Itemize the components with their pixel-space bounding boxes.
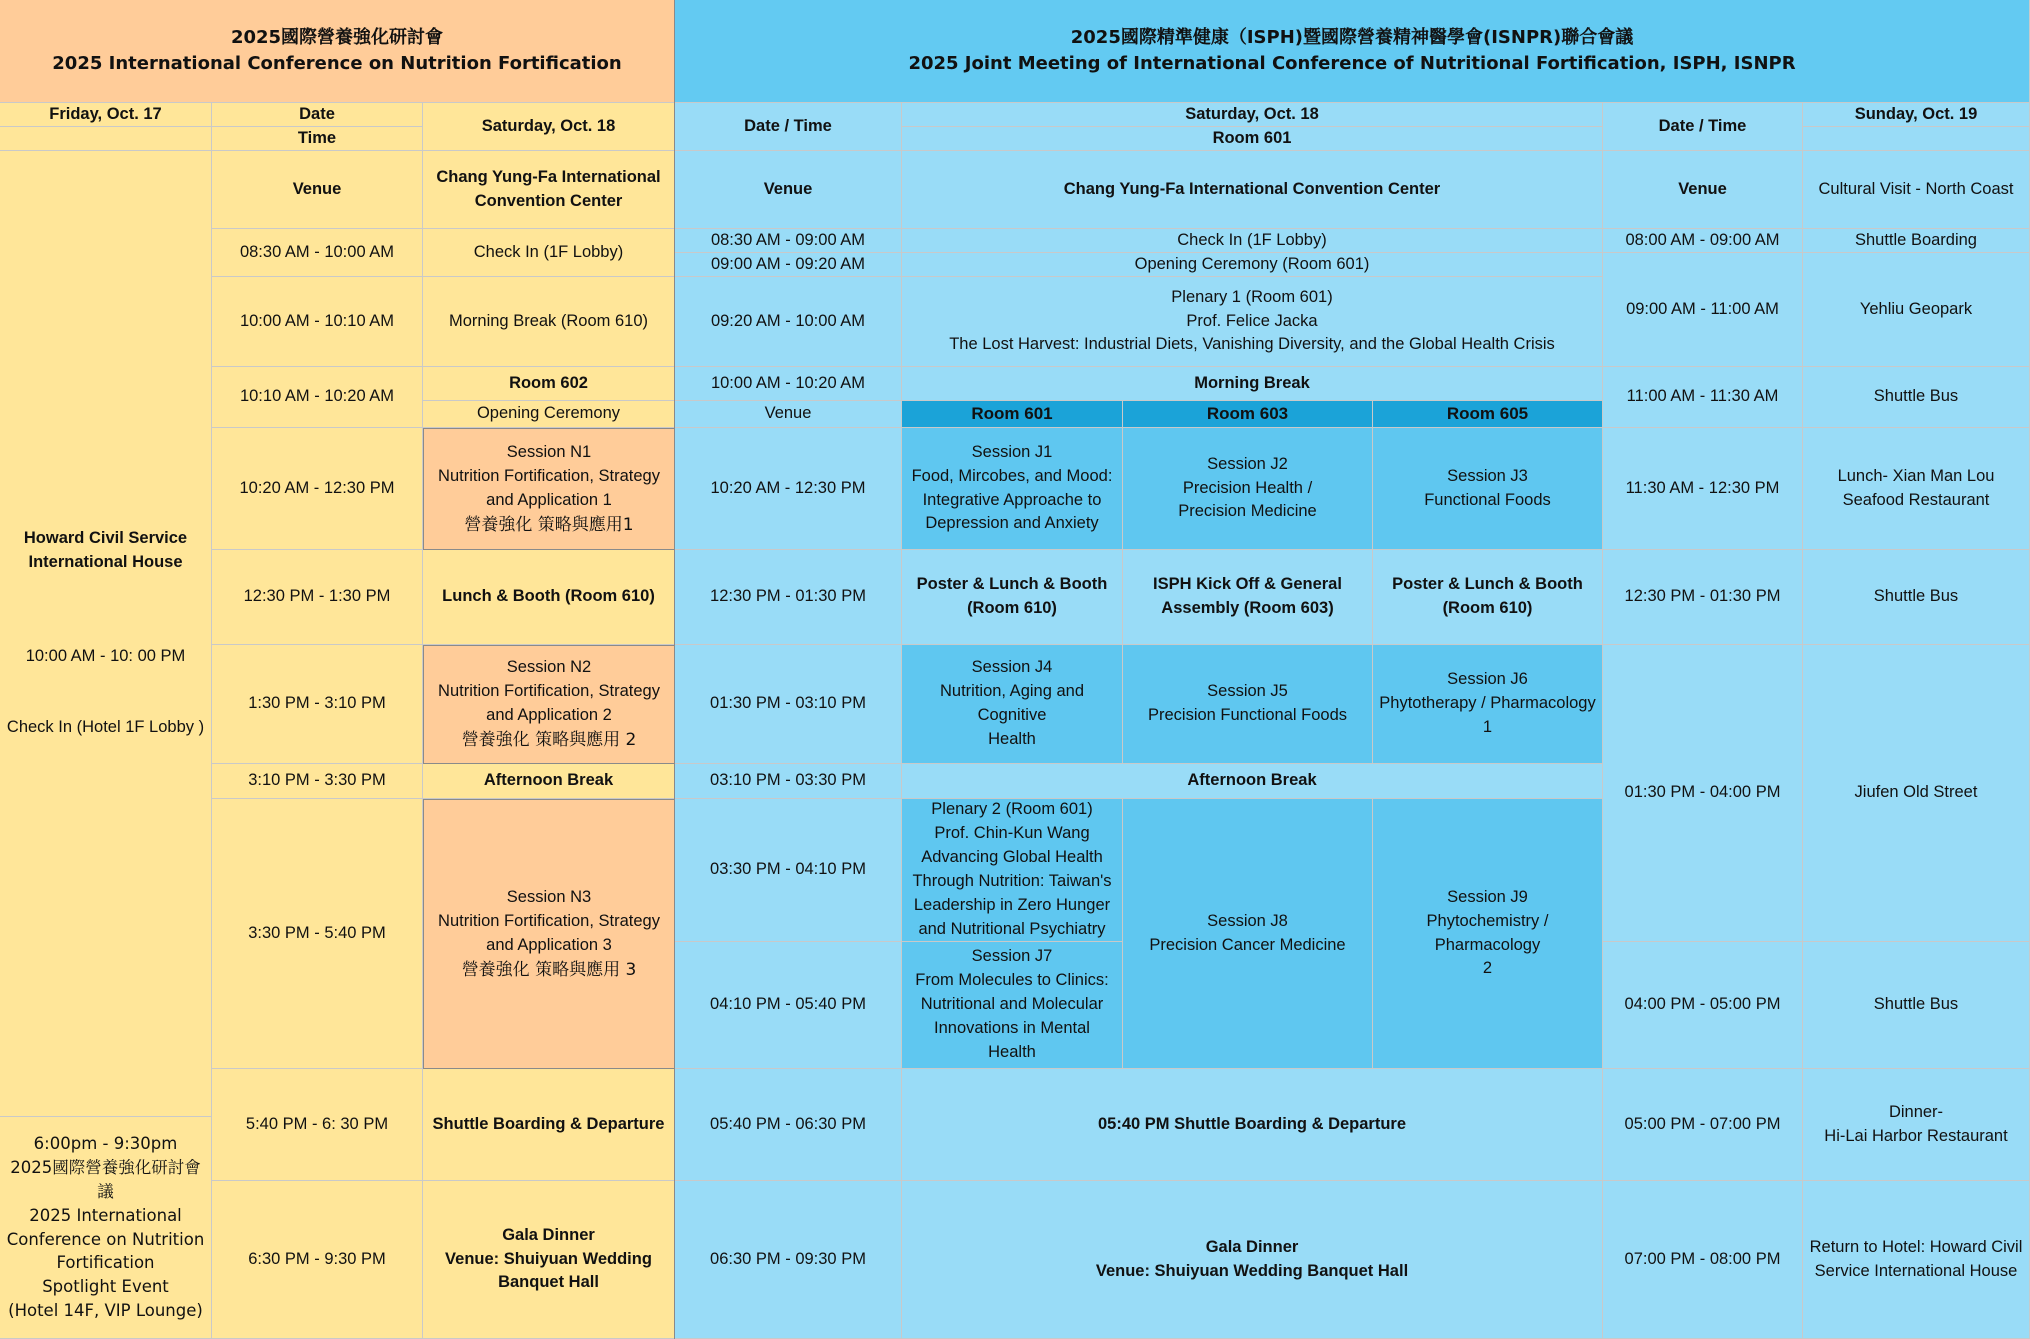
right-morning-break: Morning Break xyxy=(902,367,1603,401)
left-header-en: 2025 International Conference on Nutrition Fortification xyxy=(52,53,622,74)
sunday-time-row: 12:30 PM - 01:30 PM xyxy=(1603,550,1803,645)
session-j3: Session J3 Functional Foods xyxy=(1373,428,1603,550)
sunday-event: Shuttle Bus xyxy=(1803,942,2030,1069)
right-header xyxy=(675,0,2030,103)
lunch-room-601: Poster & Lunch & Booth (Room 610) xyxy=(902,550,1123,645)
left-date-label: Date xyxy=(212,103,423,127)
sunday-event: Shuttle Bus xyxy=(1803,550,2030,645)
friday-day-label: Friday, Oct. 17 xyxy=(0,103,212,127)
friday-venue-line1: Howard Civil Service xyxy=(23,528,188,547)
right-gala-dinner: Gala Dinner Venue: Shuiyuan Wedding Banquet Hall xyxy=(902,1181,1603,1339)
right-time-row: 09:20 AM - 10:00 AM xyxy=(675,277,902,367)
right-time-row: 10:00 AM - 10:20 AM xyxy=(675,367,902,401)
right-header-zh: 2025國際精準健康（ISPH)暨國際營養精神醫學會(ISNPR)聯合會議 xyxy=(1070,26,1634,48)
sunday-time-row: 11:30 AM - 12:30 PM xyxy=(1603,428,1803,550)
right-shuttle-departure: 05:40 PM Shuttle Boarding & Departure xyxy=(902,1069,1603,1181)
left-time-row: 10:00 AM - 10:10 AM xyxy=(212,277,423,367)
left-session-n1: Session N1 Nutrition Fortification, Strategy and Application 1 營養強化 策略與應用1 xyxy=(423,428,675,550)
left-time-row: 1:30 PM - 3:10 PM xyxy=(212,645,423,764)
left-event-gala-dinner: Gala Dinner Venue: Shuiyuan Wedding Banquet Hall xyxy=(423,1181,675,1339)
left-header-zh: 2025國際營養強化研討會 xyxy=(230,26,444,48)
right-venue-label: Venue xyxy=(675,151,902,229)
left-header xyxy=(0,0,675,103)
right-time-row: 09:00 AM - 09:20 AM xyxy=(675,253,902,277)
left-time-row: 3:10 PM - 3:30 PM xyxy=(212,764,423,799)
sunday-time-row: 01:30 PM - 04:00 PM xyxy=(1603,645,1803,942)
right-event-opening: Opening Ceremony (Room 601) xyxy=(902,253,1603,277)
right-header-en: 2025 Joint Meeting of International Conference of Nutritional Fortification, ISPH, ISNPR xyxy=(908,53,1796,74)
right-venue: Chang Yung-Fa International Convention Center xyxy=(902,151,1603,229)
sunday-time-row: 08:00 AM - 09:00 AM xyxy=(1603,229,1803,253)
left-event-morning-break: Morning Break (Room 610) xyxy=(423,277,675,367)
left-event-checkin: Check In (1F Lobby) xyxy=(423,229,675,277)
left-time-row: 5:40 PM - 6: 30 PM xyxy=(212,1069,423,1181)
sunday-time-row: 07:00 PM - 08:00 PM xyxy=(1603,1181,1803,1339)
left-event-room-602: Room 602 xyxy=(423,367,675,401)
session-j2: Session J2 Precision Health / Precision Medicine xyxy=(1123,428,1373,550)
right-time-row: 12:30 PM - 01:30 PM xyxy=(675,550,902,645)
left-event-lunch: Lunch & Booth (Room 610) xyxy=(423,550,675,645)
sunday-event: Shuttle Bus xyxy=(1803,367,2030,428)
left-venue-label: Venue xyxy=(212,151,423,229)
sunday-datetime-label: Date / Time xyxy=(1603,103,1803,151)
left-session-n2: Session N2 Nutrition Fortification, Strategy and Application 2 營養強化 策略與應用 2 xyxy=(423,645,675,764)
friday-schedule xyxy=(0,151,212,1117)
right-room-label: Room 601 xyxy=(902,127,1603,151)
sunday-event: Dinner- Hi-Lai Harbor Restaurant xyxy=(1803,1069,2030,1181)
sunday-event: Yehliu Geopark xyxy=(1803,253,2030,367)
friday-spotlight-event: 6:00pm - 9:30pm 2025國際營養強化研討會 議 2025 International Conference on Nutrition Fortification Spotlight Event (Hotel 14F, VIP Lounge) xyxy=(0,1117,212,1339)
right-time-row: 01:30 PM - 03:10 PM xyxy=(675,645,902,764)
session-j4: Session J4 Nutrition, Aging and Cognitive Health xyxy=(902,645,1123,764)
section-divider xyxy=(674,0,675,1339)
sunday-venue-label: Venue xyxy=(1603,151,1803,229)
left-event-opening-ceremony: Opening Ceremony xyxy=(423,401,675,428)
friday-time: 10:00 AM - 10: 00 PM xyxy=(25,646,186,665)
isph-kickoff: ISPH Kick Off & General Assembly (Room 603) xyxy=(1123,550,1373,645)
right-time-row: 04:10 PM - 05:40 PM xyxy=(675,942,902,1069)
right-datetime-label: Date / Time xyxy=(675,103,902,151)
sunday-event: Lunch- Xian Man Lou Seafood Restaurant xyxy=(1803,428,2030,550)
left-saturday-label: Saturday, Oct. 18 xyxy=(423,103,675,151)
sunday-day-label: Sunday, Oct. 19 xyxy=(1803,103,2030,127)
left-event-shuttle: Shuttle Boarding & Departure xyxy=(423,1069,675,1181)
session-j1: Session J1 Food, Mircobes, and Mood: Integrative Approache to Depression and Anxiety xyxy=(902,428,1123,550)
right-venue2-label: Venue xyxy=(675,401,902,428)
session-j5: Session J5 Precision Functional Foods xyxy=(1123,645,1373,764)
right-time-row: 08:30 AM - 09:00 AM xyxy=(675,229,902,253)
left-venue: Chang Yung-Fa International Convention Center xyxy=(423,151,675,229)
sunday-time-row: 04:00 PM - 05:00 PM xyxy=(1603,942,1803,1069)
sunday-venue: Cultural Visit - North Coast xyxy=(1803,151,2030,229)
right-time-row: 05:40 PM - 06:30 PM xyxy=(675,1069,902,1181)
friday-checkin: Check In (Hotel 1F Lobby ) xyxy=(6,718,205,737)
left-time-row: 3:30 PM - 5:40 PM xyxy=(212,799,423,1069)
room-601-header: Room 601 xyxy=(902,401,1123,428)
right-time-row: 03:10 PM - 03:30 PM xyxy=(675,764,902,799)
left-time-row: 10:20 AM - 12:30 PM xyxy=(212,428,423,550)
friday-venue-line2: International House xyxy=(28,552,183,571)
room-603-header: Room 603 xyxy=(1123,401,1373,428)
left-time-label: Time xyxy=(212,127,423,151)
left-time-row: 08:30 AM - 10:00 AM xyxy=(212,229,423,277)
sunday-event: Shuttle Boarding xyxy=(1803,229,2030,253)
right-afternoon-break: Afternoon Break xyxy=(902,764,1603,799)
session-j7: Session J7 From Molecules to Clinics: Nutritional and Molecular Innovations in Mental Health xyxy=(902,942,1123,1069)
lunch-room-605: Poster & Lunch & Booth (Room 610) xyxy=(1373,550,1603,645)
right-plenary-1: Plenary 1 (Room 601) Prof. Felice Jacka The Lost Harvest: Industrial Diets, Vanishing Diversity, and the Global Health Crisis xyxy=(902,277,1603,367)
session-j6: Session J6 Phytotherapy / Pharmacology 1 xyxy=(1373,645,1603,764)
room-605-header: Room 605 xyxy=(1373,401,1603,428)
sunday-time-row: 05:00 PM - 07:00 PM xyxy=(1603,1069,1803,1181)
left-time-row: 6:30 PM - 9:30 PM xyxy=(212,1181,423,1339)
left-time-row: 12:30 PM - 1:30 PM xyxy=(212,550,423,645)
left-session-n3: Session N3 Nutrition Fortification, Strategy and Application 3 營養強化 策略與應用 3 xyxy=(423,799,675,1069)
right-time-row: 06:30 PM - 09:30 PM xyxy=(675,1181,902,1339)
left-event-afternoon-break: Afternoon Break xyxy=(423,764,675,799)
right-time-row: 03:30 PM - 04:10 PM xyxy=(675,799,902,942)
friday-blank xyxy=(0,127,212,151)
sunday-event: Jiufen Old Street xyxy=(1803,645,2030,942)
sunday-blank xyxy=(1803,127,2030,151)
plenary-2: Plenary 2 (Room 601) Prof. Chin-Kun Wang Advancing Global Health Through Nutrition: Taiwan's Leadership in Zero Hunger and Nutritional Psychiatry xyxy=(902,799,1123,942)
right-saturday-label: Saturday, Oct. 18 xyxy=(902,103,1603,127)
right-time-row: 10:20 AM - 12:30 PM xyxy=(675,428,902,550)
sunday-time-row: 09:00 AM - 11:00 AM xyxy=(1603,253,1803,367)
left-time-row: 10:10 AM - 10:20 AM xyxy=(212,367,423,428)
session-j9: Session J9 Phytochemistry / Pharmacology 2 xyxy=(1373,799,1603,1069)
sunday-time-row: 11:00 AM - 11:30 AM xyxy=(1603,367,1803,428)
sunday-event: Return to Hotel: Howard Civil Service International House xyxy=(1803,1181,2030,1339)
right-event-checkin: Check In (1F Lobby) xyxy=(902,229,1603,253)
session-j8: Session J8 Precision Cancer Medicine xyxy=(1123,799,1373,1069)
